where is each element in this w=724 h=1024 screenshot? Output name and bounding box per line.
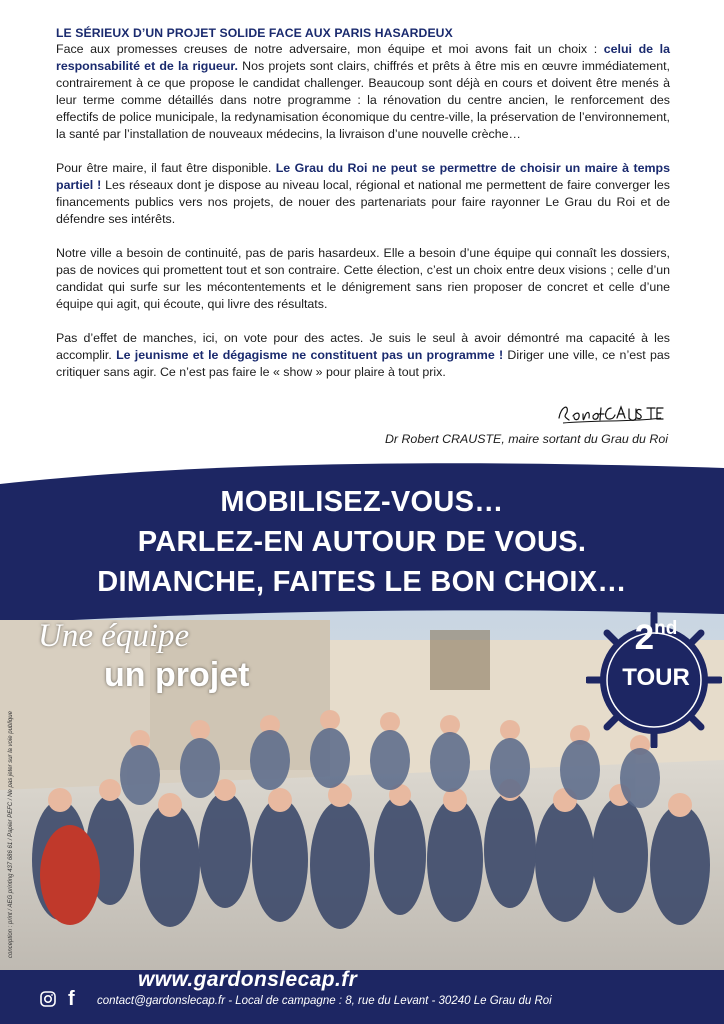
paragraph-2 (56, 160, 670, 228)
paragraph-4-c: Diriger une ville, ce n’est pas critiquer sans agir. Ce n’est pas faire le « show » pour plaire à tout prix. (56, 348, 670, 379)
instagram-icon[interactable] (40, 991, 56, 1007)
team-title-line-1: Une équipe (38, 618, 190, 654)
paragraph-1-bold: celui de la responsabilité et de la rigueur. (56, 42, 670, 73)
team-title-line-2: un projet (104, 656, 250, 694)
paragraph-4-a: Pas d’effet de manches, ici, on vote pour des actes. Je suis le seul à avoir démontré ma capacité à les accomplir. (56, 331, 670, 362)
slogan-line-1: MOBILISEZ-VOUS… (220, 486, 504, 518)
paragraph-1-c: Nos projets sont clairs, chiffrés et prêts à être mis en œuvre immédiatement, contrairement à ce que propose le candidat challenger. Beaucoup sont déjà en cours et doivent être menés à leur terme comme détaillés dans notre programme : la rénovation du centre ancien, le renforcement des effectifs de police municipale, la redynamisation économique du centre-ville, la préservation de l’environnement, la santé par l’installation de nouveaux médecins, la livraison d’une nouvelle crèche… (56, 59, 670, 141)
tour-digit: 2 (634, 618, 655, 657)
mobilization-slogan (0, 482, 724, 602)
paragraph-2-bold: Le Grau du Roi ne peut se permettre de choisir un maire à temps partiel ! (56, 161, 670, 192)
slogan-line-2: PARLEZ-EN AUTOUR DE VOUS. (137, 526, 587, 558)
article-heading: LE SÉRIEUX D’UN PROJET SOLIDE FACE AUX PARIS HASARDEUX (56, 26, 453, 40)
article (56, 26, 670, 398)
facebook-icon[interactable]: f (68, 988, 75, 1010)
signer-caption: Dr Robert CRAUSTE, maire sortant du Grau du Roi (384, 432, 668, 446)
paragraph-3: Notre ville a besoin de continuité, pas de paris hasardeux. Elle a besoin d’une équipe qui connaît les dossiers, pas de novices qui promettent tout et son contraire. Cette élection, c’est un choix entre deux visions ; celle d’un candidat qui surfe sur les mécontentements et le dénigrement sans rien proposer de concret et celle d’une équipe qui agit, qui écoute, qui livre des résultats. (56, 246, 670, 311)
print-credit: conception : print / AEG printing 437 686 61 / Papier PEFC / Ne pas jeter sur la voie publique (8, 711, 14, 958)
paragraph-1-a: Face aux promesses creuses de notre adversaire, mon équipe et moi avons fait un choix : (56, 42, 604, 56)
tour-suffix: nd (654, 618, 678, 639)
contact-line: contact@gardonslecap.fr - Local de campagne : 8, rue du Levant - 30240 Le Grau du Roi (97, 995, 552, 1007)
paragraph-1 (56, 41, 670, 143)
paragraph-2-a: Pour être maire, il faut être disponible. (56, 161, 276, 175)
paragraph-4 (56, 330, 670, 381)
tour-word: TOUR (622, 664, 690, 691)
handwritten-signature (555, 396, 665, 426)
paragraph-2-c: Les réseaux dont je dispose au niveau local, régional et national me permettent de faire converger les financements publics vers nos projets, de nouer des partenariats pour faire rayonner Le Grau du Roi et de défendre ses intérêts. (56, 178, 670, 226)
tour-number (616, 618, 696, 658)
paragraph-4-bold: Le jeunisme et le dégagisme ne constituent pas un programme ! (116, 348, 504, 362)
website-link[interactable]: www.gardonslecap.fr (138, 968, 358, 991)
slogan-line-3: DIMANCHE, FAITES LE BON CHOIX… (97, 566, 627, 598)
